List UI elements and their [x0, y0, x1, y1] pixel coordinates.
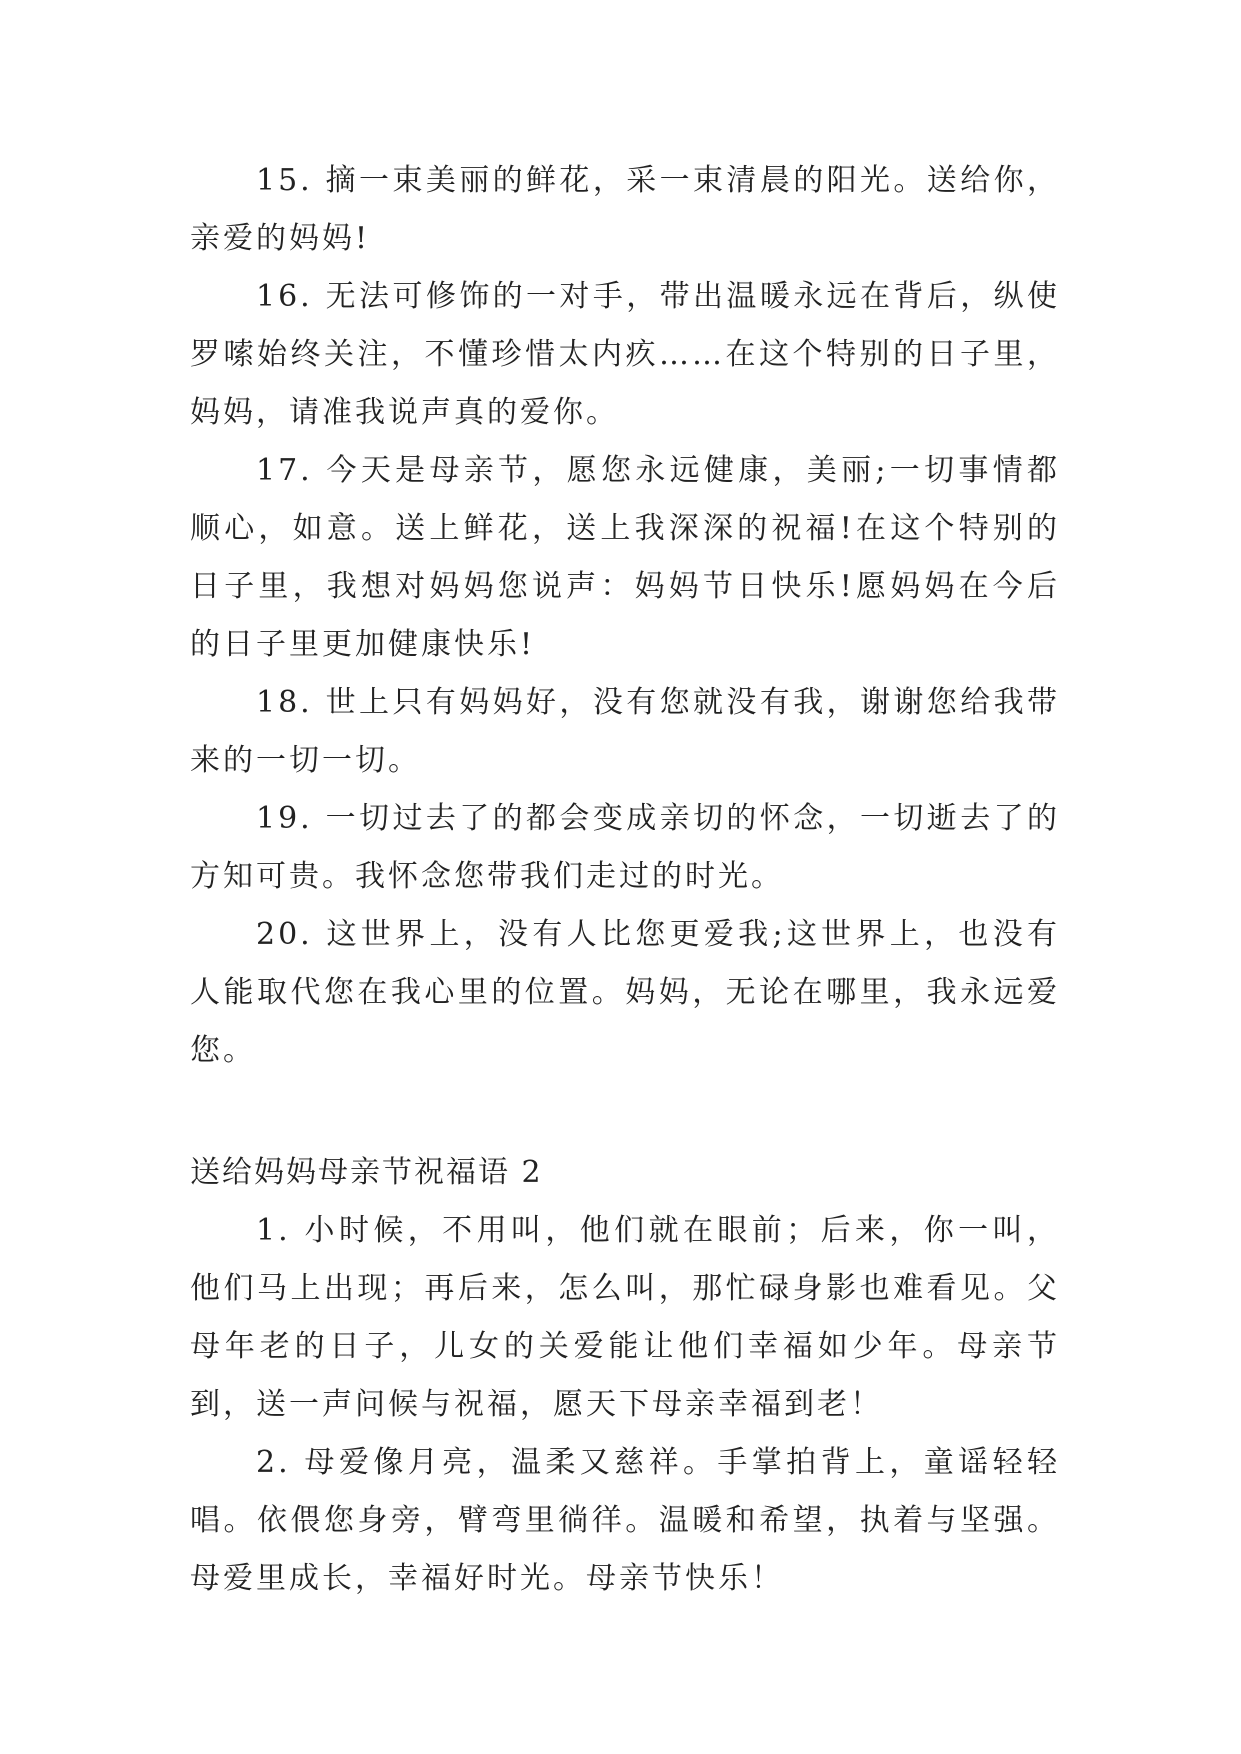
wish-item-1: 1. 小时候，不用叫，他们就在眼前；后来，你一叫，他们马上出现；再后来，怎么叫，那忙碌身影也难看见。父母年老的日子，儿女的关爱能让他们幸福如少年。母亲节到，送一声问候与祝福，愿天下母亲幸福到老！ — [190, 1213, 1060, 1422]
wish-item-17: 17. 今天是母亲节，愿您永远健康，美丽;一切事情都顺心，如意。送上鲜花，送上我深深的祝福!在这个特别的日子里，我想对妈妈您说声：妈妈节日快乐!愿妈妈在今后的日子里更加健康快乐! — [190, 453, 1060, 662]
wish-item-20: 20. 这世界上，没有人比您更爱我;这世界上，也没有人能取代您在我心里的位置。妈妈，无论在哪里，我永远爱您。 — [190, 917, 1060, 1068]
document-body — [190, 152, 1060, 1608]
wish-item-19: 19. 一切过去了的都会变成亲切的怀念，一切逝去了的方知可贵。我怀念您带我们走过的时光。 — [190, 801, 1060, 894]
wish-item-18: 18. 世上只有妈妈好，没有您就没有我，谢谢您给我带来的一切一切。 — [190, 685, 1060, 778]
section-heading: 送给妈妈母亲节祝福语 2 — [190, 1155, 543, 1190]
wish-item-2: 2. 母爱像月亮，温柔又慈祥。手掌拍背上，童谣轻轻唱。依偎您身旁，臂弯里徜徉。温暖和希望，执着与坚强。母爱里成长，幸福好时光。母亲节快乐！ — [190, 1445, 1060, 1596]
wish-item-15: 15. 摘一束美丽的鲜花，采一束清晨的阳光。送给你，亲爱的妈妈! — [190, 163, 1060, 256]
wish-item-16: 16. 无法可修饰的一对手，带出温暖永远在背后，纵使罗嗦始终关注，不懂珍惜太内疚……在这个特别的日子里，妈妈，请准我说声真的爱你。 — [190, 279, 1060, 430]
